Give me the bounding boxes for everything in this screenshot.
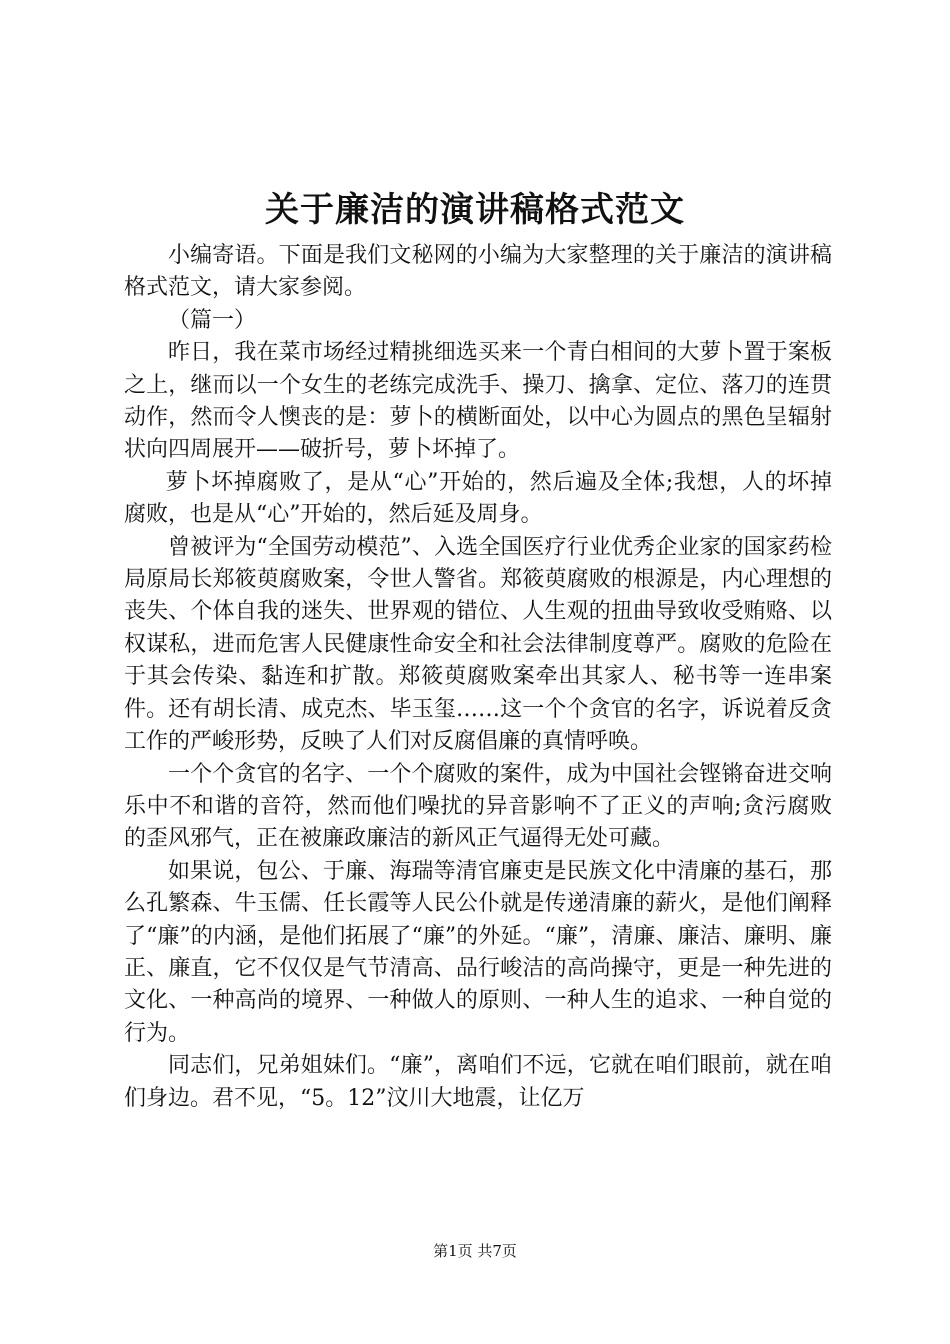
paragraph-comrades: 同志们，兄弟姐妹们。“廉”，离咱们不远，它就在咱们眼前，就在咱们身边。君不见，“5。12”汶川大地震，让亿万 <box>124 1053 832 1111</box>
page-footer: 第1页 共7页 <box>433 1242 517 1260</box>
paragraph-radish: 昨日，我在菜市场经过精挑细选买来一个青白相间的大萝卜置于案板之上，继而以一个女生的老练完成洗手、操刀、擒拿、定位、落刀的连贯动作，然而令人懊丧的是：萝卜的横断面处，以中心为圆点的黑色呈辐射状向四周展开——破折号，萝卜坏掉了。 <box>124 340 832 463</box>
paragraph-disharmony: 一个个贪官的名字、一个个腐败的案件，成为中国社会铿锵奋进交响乐中不和谐的音符，然而他们噪扰的异音影响不了正义的声响;贪污腐败的歪风邪气，正在被廉政廉洁的新风正气逼得无处可藏。 <box>124 761 832 852</box>
paragraph-honest-officials: 如果说，包公、于廉、海瑞等清官廉吏是民族文化中清廉的基石，那么孔繁森、牛玉儒、任长霞等人民公仆就是传递清廉的薪火，是他们阐释了“廉”的内涵，是他们拓展了“廉”的外延。“廉”，清廉、廉洁、廉明、廉正、廉直，它不仅仅是气节清高、品行峻洁的高尚操守，更是一种先进的文化、一种高尚的境界、一种做人的原则、一种人生的追求、一种自觉的行为。 <box>124 858 832 1046</box>
paragraph-intro: 小编寄语。下面是我们文秘网的小编为大家整理的关于廉洁的演讲稿格式范文，请大家参阅。 <box>124 243 832 301</box>
document-body <box>124 240 832 1115</box>
paragraph-section-label: （篇一） <box>168 307 257 333</box>
document-title: 关于廉洁的演讲稿格式范文 <box>265 190 685 230</box>
paragraph-corruption-case: 曾被评为“全国劳动模范”、入选全国医疗行业优秀企业家的国家药检局原局长郑筱萸腐败案，令世人警省。郑筱萸腐败的根源是，内心理想的丧失、个体自我的迷失、世界观的错位、人生观的扭曲导致收受贿赂、以权谋私，进而危害人民健康性命安全和社会法律制度尊严。腐败的危险在于其会传染、黏连和扩散。郑筱萸腐败案牵出其家人、秘书等一连串案件。还有胡长清、成克杰、毕玉玺……这一个个贪官的名字，诉说着反贪工作的严峻形势，反映了人们对反腐倡廉的真情呼唤。 <box>124 534 832 755</box>
paragraph-heart: 萝卜坏掉腐败了，是从“心”开始的，然后遍及全体;我想，人的坏掉腐败，也是从“心”开始的，然后延及周身。 <box>124 469 832 528</box>
